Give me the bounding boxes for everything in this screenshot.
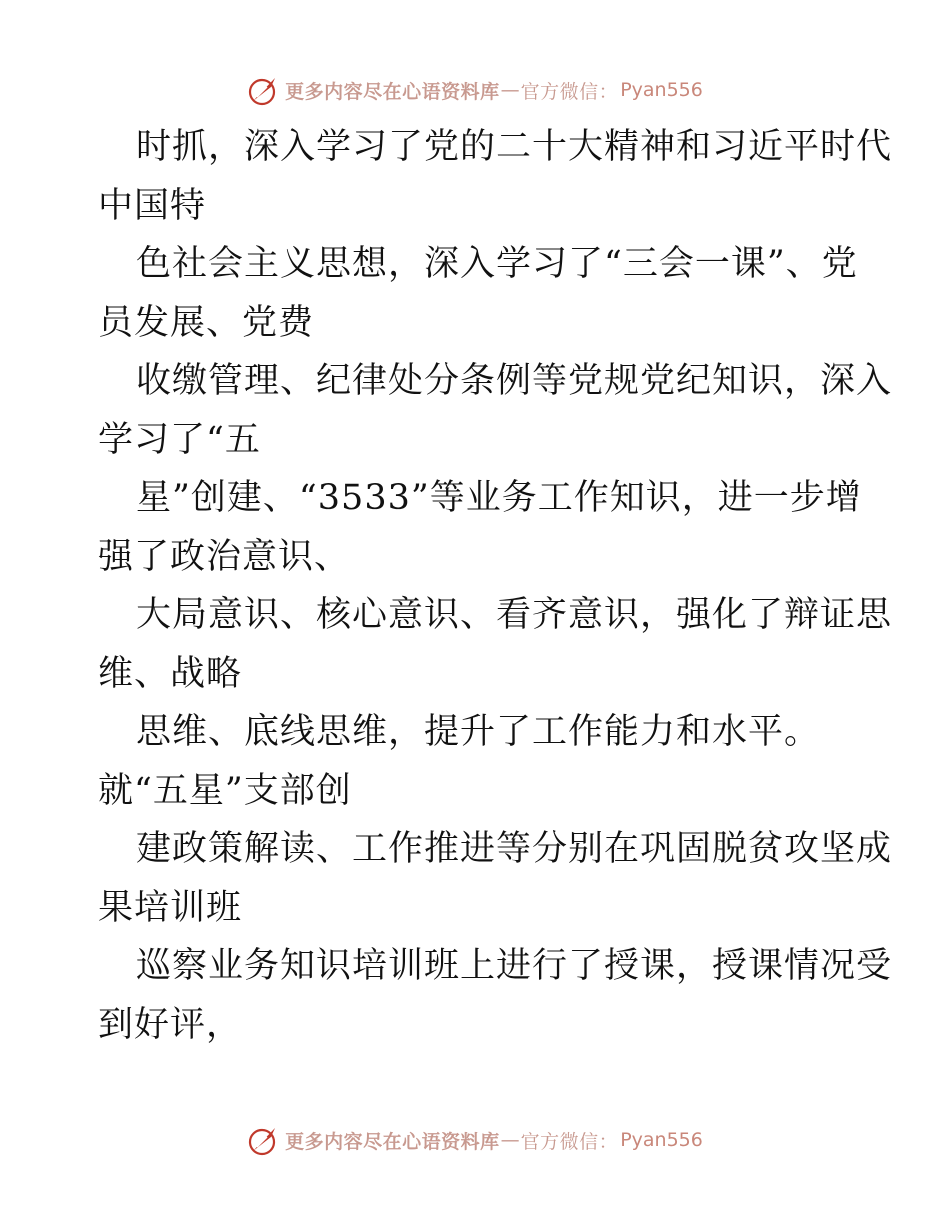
body-line: 时抓，深入学习了党的二十大精神和习近平时代 — [136, 127, 893, 167]
body-line: 色社会主义思想，深入学习了“三会一课”、党 — [136, 244, 858, 284]
header-banner-wechat-label: 官方微信： — [520, 80, 619, 103]
body-line: 思维、底线思维，提升了工作能力和水平。 — [136, 712, 821, 752]
body-line: 员发展、党费 — [98, 302, 315, 343]
quill-logo-icon — [247, 73, 281, 107]
body-line: 到好评， — [98, 1004, 243, 1045]
body-line: 巡察业务知识培训班上进行了授课，授课情况受 — [136, 946, 893, 986]
header-banner-dash: — — [500, 79, 520, 101]
footer-watermark-banner — [0, 1120, 950, 1160]
footer-banner-wechat-label: 官方微信： — [520, 1130, 619, 1153]
header-banner-text: 更多内容尽在心语资料库 — [285, 80, 500, 103]
body-line: 就“五星”支部创 — [98, 770, 352, 811]
footer-banner-dash: — — [500, 1129, 520, 1151]
body-line: 学习了“五 — [98, 419, 261, 460]
body-text — [98, 118, 893, 1054]
body-line: 星”创建、“3533”等业务工作知识，进一步增 — [136, 478, 862, 518]
body-line: 果培训班 — [98, 887, 243, 928]
body-line: 维、战略 — [98, 653, 243, 694]
body-line: 中国特 — [98, 185, 207, 226]
header-banner-wechat-id: Pyan556 — [620, 79, 703, 101]
quill-logo-icon — [247, 1123, 281, 1157]
header-watermark-banner — [0, 70, 950, 110]
footer-banner-text: 更多内容尽在心语资料库 — [285, 1130, 500, 1153]
body-line: 大局意识、核心意识、看齐意识，强化了辩证思 — [136, 595, 893, 635]
footer-banner-wechat-id: Pyan556 — [620, 1129, 703, 1151]
body-line: 建政策解读、工作推进等分别在巩固脱贫攻坚成 — [136, 829, 893, 869]
body-line: 强了政治意识、 — [98, 536, 351, 577]
body-line: 收缴管理、纪律处分条例等党规党纪知识，深入 — [136, 361, 893, 401]
